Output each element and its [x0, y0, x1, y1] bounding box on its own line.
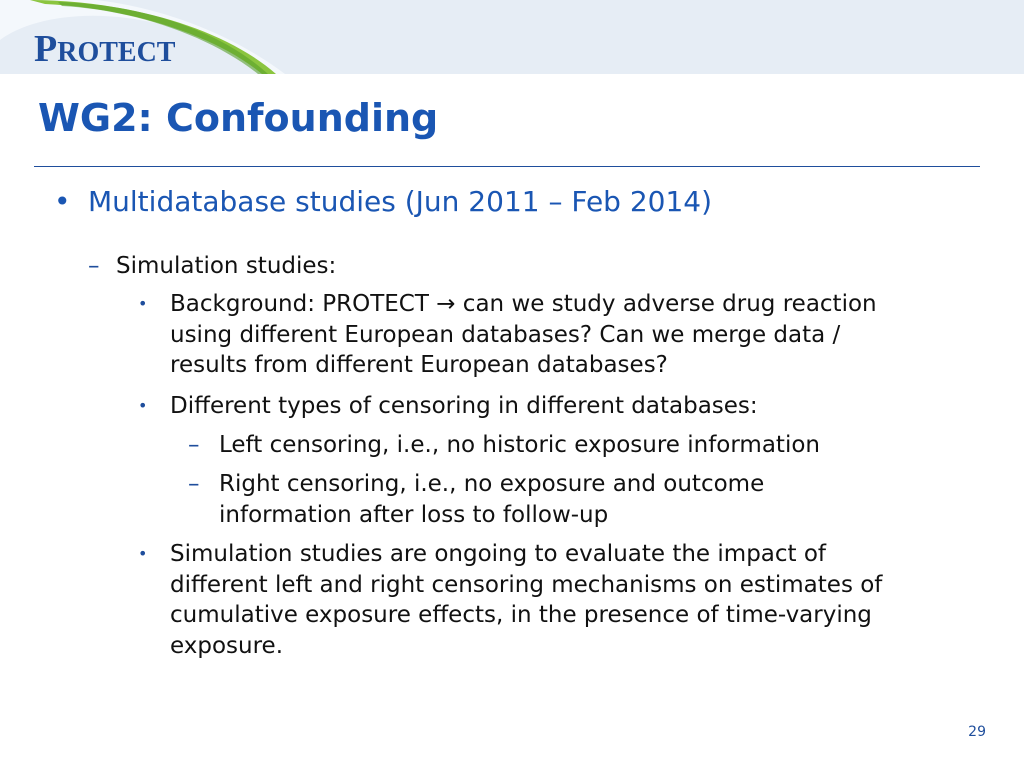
bullet-text: Left censoring, i.e., no historic exposure information	[219, 432, 820, 458]
bullet-line: different left and right censoring mechanisms on estimates of	[170, 571, 883, 598]
bullet-dash-icon: –	[188, 471, 200, 497]
bullet-line: using different European databases? Can we merge data /	[170, 321, 841, 348]
slide-title: WG2: Confounding	[38, 96, 439, 140]
bullet-line: Background: PROTECT → can we study adverse drug reaction	[170, 291, 877, 317]
bullet-text: Different types of censoring in different databases:	[170, 393, 758, 419]
bullet-line: information after loss to follow-up	[219, 501, 609, 528]
bullet-line: Right censoring, i.e., no exposure and outcome	[219, 471, 765, 497]
bullet-dot-icon: •	[138, 294, 148, 313]
slide-number: 29	[968, 724, 986, 740]
bullet-line: results from different European databases?	[170, 352, 668, 378]
bullet-line: Simulation studies are ongoing to evaluate the impact of	[170, 541, 827, 567]
bullet-dot-icon: •	[138, 396, 148, 415]
bullet-line: cumulative exposure effects, in the presence of time-varying	[170, 602, 872, 628]
bullet-dot-icon: •	[54, 185, 71, 218]
bullet-text: Multidatabase studies (Jun 2011 – Feb 2014)	[88, 185, 713, 218]
logo-first-letter: P	[34, 28, 58, 70]
bullet-dot-icon: •	[138, 544, 148, 563]
bullet-dash-icon: –	[188, 432, 200, 458]
bullet-dash-icon: –	[88, 253, 100, 279]
bullet-text: Simulation studies:	[116, 253, 337, 279]
title-divider	[34, 166, 980, 167]
logo-rest: ROTECT	[57, 37, 176, 68]
bullet-line: exposure.	[170, 632, 284, 659]
logo	[34, 30, 175, 68]
